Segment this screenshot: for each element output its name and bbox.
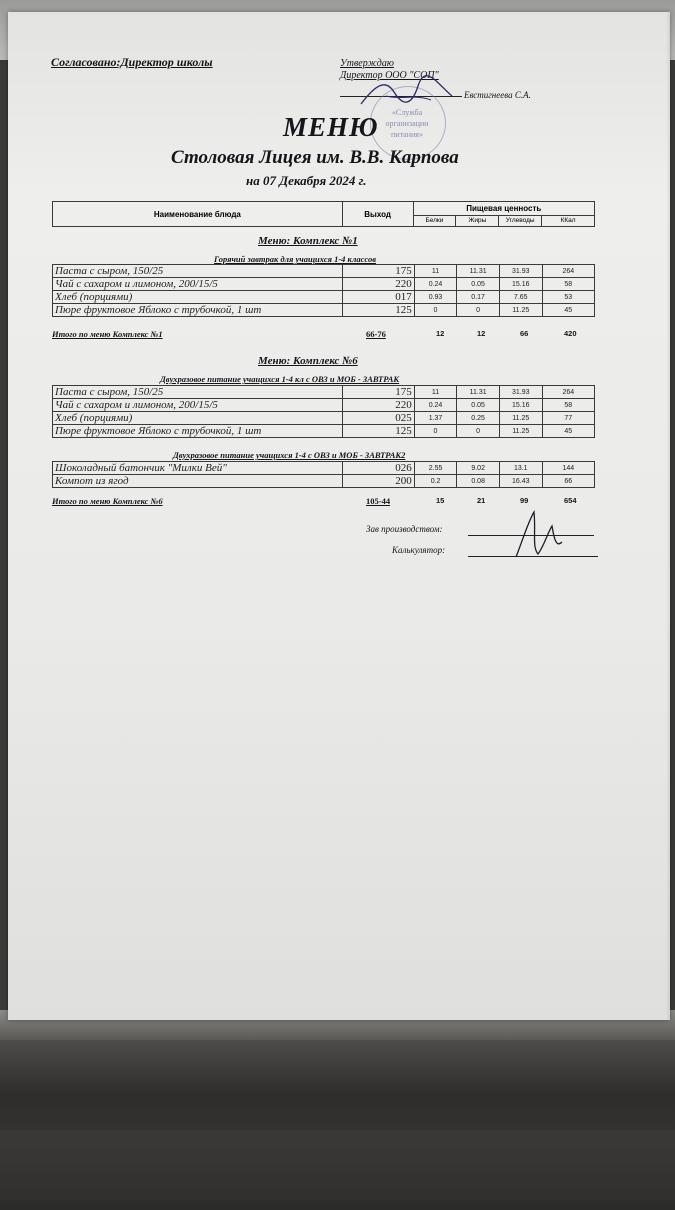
dish-kcal: 58	[542, 399, 594, 412]
complex6-items-table	[52, 385, 595, 438]
dish-name: Пюре фруктовое Яблоко с трубочкой, 1 шт	[53, 304, 343, 317]
dish-name: Чай с сахаром и лимоном, 200/15/5	[53, 399, 343, 412]
dish-carbs: 31.93	[499, 265, 542, 278]
dish-name: Шоколадный батончик "Милки Вей"	[53, 462, 343, 475]
complex6-items2-table	[52, 461, 595, 488]
dish-name: Паста с сыром, 150/25	[53, 386, 343, 399]
dish-kcal: 77	[542, 412, 594, 425]
dish-proteins: 0.2	[414, 475, 457, 488]
dish-fats: 0.17	[457, 291, 500, 304]
dish-proteins: 11	[414, 386, 457, 399]
director-name: Евстигнеева С.А.	[464, 90, 531, 100]
dish-carbs: 7.65	[499, 291, 542, 304]
dish-carbs: 11.25	[499, 304, 542, 317]
dish-carbs: 16.43	[499, 475, 542, 488]
complex1-total-label: Итого по меню Комплекс №1	[52, 329, 163, 339]
dish-kcal: 144	[542, 462, 594, 475]
table-row	[53, 304, 595, 317]
dish-proteins: 0	[414, 425, 457, 438]
dish-proteins: 1.37	[414, 412, 457, 425]
dish-output: 025	[342, 412, 414, 425]
dish-name: Паста с сыром, 150/25	[53, 265, 343, 278]
dish-proteins: 0.93	[414, 291, 457, 304]
dish-output: 125	[342, 304, 414, 317]
table-row	[53, 425, 595, 438]
complex1-total-proteins: 12	[436, 329, 445, 338]
dish-fats: 0.08	[457, 475, 500, 488]
dish-output: 017	[342, 291, 414, 304]
complex1-total-output: 66-76	[366, 329, 386, 339]
complex1-total-fats: 12	[477, 329, 486, 338]
kcal-column-header: ККал	[542, 215, 595, 226]
complex6-section2-title: Двухразовое питание учащихся 1-4 с ОВЗ и МОБ - ЗАВТРАК2	[173, 450, 406, 460]
table-row	[53, 386, 595, 399]
complex6-total-label: Итого по меню Комплекс №6	[52, 496, 163, 506]
complex1-title: Меню: Комплекс №1	[258, 235, 358, 247]
dish-name: Хлеб (порциями)	[53, 412, 343, 425]
dish-column-header: Наименование блюда	[53, 202, 343, 227]
dish-proteins: 11	[414, 265, 457, 278]
table-row	[53, 412, 595, 425]
dish-carbs: 15.16	[499, 278, 542, 291]
complex1-items-table	[52, 264, 595, 317]
dish-proteins: 0.24	[414, 278, 457, 291]
dish-proteins: 0.24	[414, 399, 457, 412]
dish-kcal: 53	[542, 291, 594, 304]
dish-kcal: 45	[542, 425, 594, 438]
approved-by: Согласовано:Директор школы	[51, 55, 213, 69]
complex6-total-kcal: 654	[564, 496, 577, 505]
dish-output: 125	[342, 425, 414, 438]
table-row	[53, 399, 595, 412]
dish-output: 175	[342, 386, 414, 399]
signature-icon	[508, 502, 568, 562]
background-desk	[0, 1010, 675, 1200]
dish-fats: 9.02	[457, 462, 500, 475]
dish-output: 220	[342, 399, 414, 412]
dish-name: Хлеб (порциями)	[53, 291, 343, 304]
dish-kcal: 58	[542, 278, 594, 291]
calculator-label: Калькулятор:	[392, 545, 446, 555]
nutrition-header-table	[52, 201, 595, 227]
table-row	[53, 278, 595, 291]
dish-fats: 0	[457, 304, 500, 317]
dish-carbs: 31.93	[499, 386, 542, 399]
director-signature-icon	[356, 74, 466, 114]
stamp-text: «Служба организации питания»	[385, 108, 429, 139]
fats-column-header: Жиры	[456, 215, 499, 226]
menu-date: на 07 Декабря 2024 г.	[246, 173, 367, 188]
complex6-title: Меню: Комплекс №6	[258, 355, 358, 367]
page-title: МЕНЮ	[283, 112, 379, 142]
dish-proteins: 2.55	[414, 462, 457, 475]
dish-name: Компот из ягод	[53, 475, 343, 488]
dish-output: 026	[342, 462, 414, 475]
dish-kcal: 264	[542, 265, 594, 278]
complex6-total-output: 105-44	[366, 496, 391, 506]
dish-fats: 0	[457, 425, 500, 438]
output-column-header: Выход	[342, 202, 413, 227]
dish-output: 220	[342, 278, 414, 291]
dish-kcal: 45	[542, 304, 594, 317]
dish-output: 175	[342, 265, 414, 278]
dish-fats: 0.05	[457, 399, 500, 412]
dish-kcal: 264	[542, 386, 594, 399]
dish-fats: 11.31	[457, 386, 500, 399]
school-name: Столовая Лицея им. В.В. Карпова	[171, 147, 459, 168]
dish-carbs: 11.25	[499, 425, 542, 438]
director-label: Директор ООО "СОП"	[340, 70, 439, 81]
table-row	[53, 291, 595, 304]
complex6-total-proteins: 15	[436, 496, 445, 505]
affirm-label: Утверждаю	[340, 58, 394, 69]
carbs-column-header: Углеводы	[499, 215, 542, 226]
complex6-section-title: Двухразовое питание учащихся 1-4 кл с ОВЗ и МОБ - ЗАВТРАК	[160, 374, 400, 384]
dish-name: Пюре фруктовое Яблоко с трубочкой, 1 шт	[53, 425, 343, 438]
proteins-column-header: Белки	[413, 215, 456, 226]
dish-carbs: 15.16	[499, 399, 542, 412]
dish-proteins: 0	[414, 304, 457, 317]
dish-name: Чай с сахаром и лимоном, 200/15/5	[53, 278, 343, 291]
complex6-total-carbs: 99	[520, 496, 529, 505]
complex6-total-fats: 21	[477, 496, 486, 505]
table-row	[53, 462, 595, 475]
table-row	[53, 475, 595, 488]
complex1-section-title: Горячий завтрак для учащихся 1-4 классов	[214, 254, 377, 264]
complex1-total-kcal: 420	[564, 329, 577, 338]
dish-kcal: 66	[542, 475, 594, 488]
menu-sheet	[8, 12, 670, 1020]
dish-fats: 0.25	[457, 412, 500, 425]
dish-carbs: 11.25	[499, 412, 542, 425]
table-row	[53, 265, 595, 278]
production-head-label: Зав производством:	[366, 524, 443, 534]
dish-fats: 11.31	[457, 265, 500, 278]
dish-carbs: 13.1	[499, 462, 542, 475]
nutrition-column-header: Пищевая ценность	[413, 202, 594, 216]
complex1-total-carbs: 66	[520, 329, 529, 338]
dish-output: 200	[342, 475, 414, 488]
dish-fats: 0.05	[457, 278, 500, 291]
